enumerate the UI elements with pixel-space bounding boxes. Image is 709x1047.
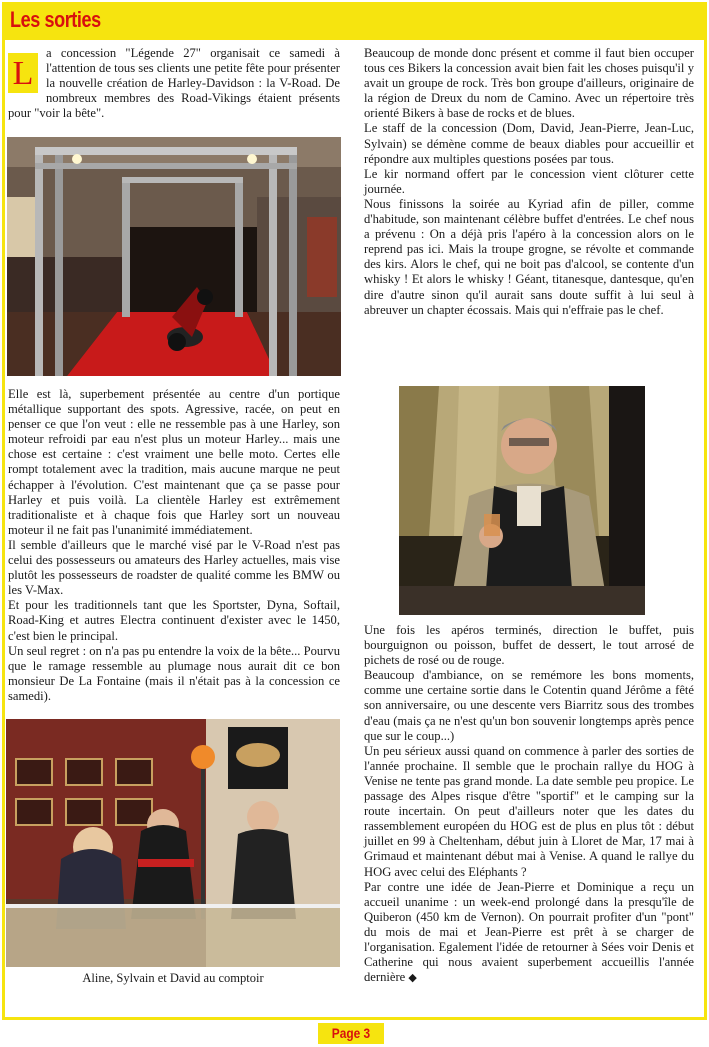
- paragraph: Beaucoup de monde donc présent et comme il faut bien occuper tous ces Bikers la concession avait bien fait les choses puisqu'il y avait un groupe de rock. Très bon groupe d'ailleurs, originaire de la région de Dreux du nom de Camino. Avec un répertoire très orienté Bikers à base de rocks et de blues.: [364, 46, 694, 121]
- paragraph: Il semble d'ailleurs que le marché visé par le V-Road n'est pas celui des possesseurs ou amateurs des Harley actuelles, mais vise plutôt les possesseurs de roadster de qualité comme les BMW ou les V-Max.: [8, 537, 340, 598]
- paragraph: Un peu sérieux aussi quand on commence à parler des sorties de l'année prochaine. Il semble que le prochain rallye du HOG à Venise ne tente pas grand monde. La date semble peu propice. Le passage des Alpes risque d'être "sportif" et le camping sur la route incertain. On peut d'ailleurs noter que les dates du rassemblement européen du HOG est de plus en plus tôt : début juillet en 99 à Cheltenham, début juin à Lloret de Mar, 17 mai à Grimaud et maintenant début mai à Venise. A quand le rallye du HOG avec celui des Eléphants ?: [364, 743, 694, 879]
- photo-caption: Aline, Sylvain et David au comptoir: [82, 971, 264, 985]
- paragraph: Le kir normand offert par le concession vient clôturer cette journée.: [364, 166, 694, 196]
- left-column-text: [8, 387, 340, 704]
- page-number: Page 3: [331, 1025, 371, 1041]
- paragraph: Et pour les traditionnels tant que les Sportster, Dyna, Softail, Road-King et autres Electra continuent d'exister avec le 1450, c'est bien le principal.: [8, 598, 340, 643]
- paragraph: Elle est là, superbement présentée au centre d'un portique métallique supportant des spots. Agressive, racée, on peut en penser ce que l'on veut : elle ne ressemble pas à une Harley, son moteur refroidi par eau n'est plus un moteur Harley... mais une chose est certaine : c'est vraiment une belle moto. Certes elle rompt totalement avec la tradition, mais aucune marque ne peut échapper à l'évolution. C'est maintenant que ça se passe pour Harley et puis voilà. La clientèle Harley est extrêmement traditionaliste et à chaque fois que Harley sort un nouveau moteur il ne fait pas l'unanimité immédiatement.: [8, 387, 340, 537]
- paragraph: Beaucoup d'ambiance, on se remémore les bons moments, comme une certaine sortie dans le Cotentin quand Jérôme a fêté son anniversaire, ou une descente vers Biarritz sous des trombes d'eau (mais ça ne n'est qu'un bon souvenir longtemps après pence que sur le coup...): [364, 668, 694, 743]
- section-title: Les sorties: [10, 7, 101, 32]
- end-mark-icon: ◆: [408, 972, 417, 985]
- photo-counter: [6, 719, 340, 967]
- paragraph: Une fois les apéros terminés, direction le buffet, puis bourguignon ou poisson, buffet de dessert, le tout arrosé de pichets de rosé ou de rouge.: [364, 623, 694, 668]
- header-band: [2, 2, 707, 40]
- paragraph-text: Par contre une idée de Jean-Pierre et Dominique a reçu un accueil unanime : un week-end prolongé dans la presqu'île de Quiberon (450 km de Vernon). On pourrait profiter d'un "pont" du mois de mai et Jean-Pierre est prêt à se charger de l'organisation. Egalement l'idée de retourner à Sées voir Denis et Catherine qui nous avaient superbement accueillis l'année dernière: [364, 879, 694, 985]
- right-column-top-text: [364, 46, 694, 318]
- right-column-bottom-text: [364, 623, 694, 986]
- photo-motorcycle-showroom: [7, 137, 341, 376]
- intro-paragraph: [8, 46, 340, 121]
- footer-band: [318, 1023, 384, 1044]
- intro-text: a concession "Légende 27" organisait ce samedi à l'attention de tous ses clients une petite fête pour présenter la nouvelle création de Harley-Davidson : la V-Road. De nombreux membres des Road-Vikings étaient présents pour "voir la bête".: [8, 46, 340, 121]
- paragraph: Le staff de la concession (Dom, David, Jean-Pierre, Jean-Luc, Sylvain) se démène comme de beaux diables pour accueillir et répondre aux multiples questions posées par tous.: [364, 121, 694, 166]
- dropcap: L: [8, 53, 38, 93]
- paragraph: Un seul regret : on n'a pas pu entendre la voix de la bête... Pourvu que le ramage ressemble au plumage nous aurait dit ce bon monsieur De La Fontaine (mais il n'était pas à la concession ce samedi).: [8, 643, 340, 703]
- paragraph: Nous finissons la soirée au Kyriad afin de piller, comme d'habitude, son maintenant célèbre buffet d'entrées. Le chef nous a prévenu : On a déjà pris l'apéro à la concession alors on le reprend pas ici. Mais la troupe grogne, se révolte et commande des kirs. Alors le chef, qui ne boit pas d'alcool, se contente d'un whisky ! Et alors le whisky ! Géant, titanesque, dantesque, qu'en dire d'autre sinon qu'il aurait sans doute suffit à lui seul à abreuver un chapter écossais. Mais qui n'effraie pas le chef.: [364, 196, 694, 317]
- paragraph: [364, 880, 694, 987]
- photo-whisky: [399, 386, 645, 615]
